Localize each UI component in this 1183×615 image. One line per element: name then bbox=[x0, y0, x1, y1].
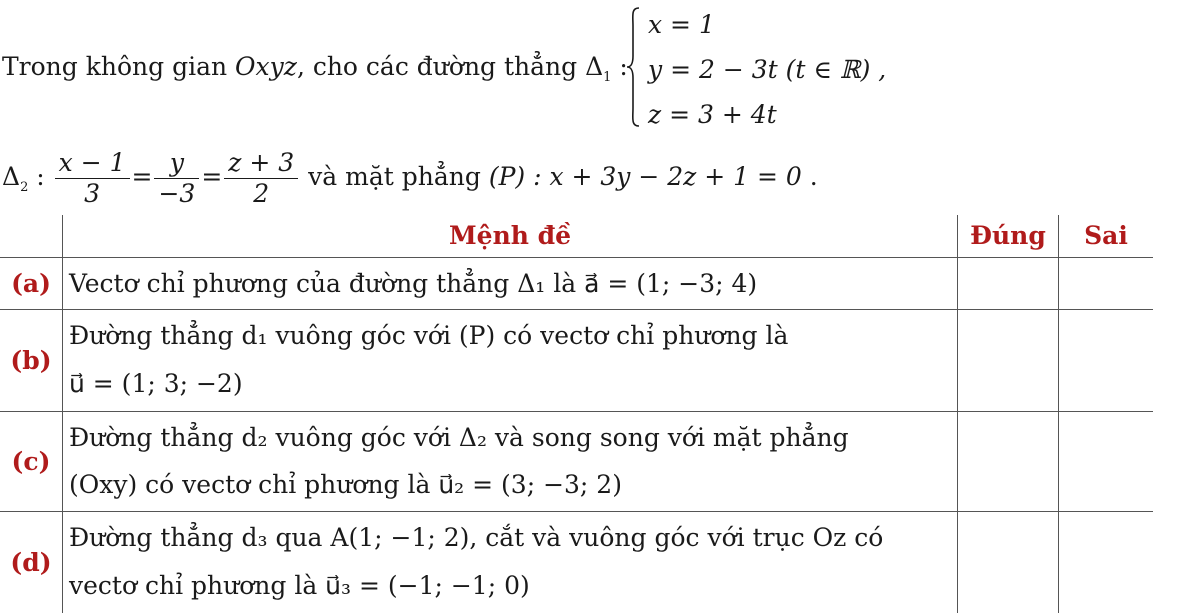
intro-suffix: , cho các đường thẳng bbox=[296, 52, 586, 81]
delta2-symbol: Δ bbox=[2, 162, 21, 191]
fraction-x bbox=[55, 148, 130, 209]
row-label: (b) bbox=[0, 309, 63, 411]
row-label: (a) bbox=[0, 257, 63, 309]
false-answer-cell[interactable] bbox=[1059, 309, 1154, 411]
intro-line-2: $\Delta_2$ : $\frac{x - 1}{3}$ = $\frac{y}{-3}$ = $\frac{z + 3}{2}$ và mặt phẳng (P) : x + 3y − 2z + 1 = 0 . bbox=[2, 148, 818, 208]
statement-line-1: Vectơ chỉ phương của đường thẳng Δ₁ là a⃗ = (1; −3; 4) bbox=[69, 268, 758, 298]
fraction-z bbox=[224, 148, 298, 209]
header-true: Đúng bbox=[958, 215, 1059, 257]
fraction-x-denominator: 3 bbox=[84, 179, 101, 208]
row-statement bbox=[63, 257, 958, 309]
fraction-x-numerator: x − 1 bbox=[55, 148, 130, 179]
intro-end: . bbox=[801, 162, 818, 191]
table-row bbox=[0, 257, 1153, 309]
statements-table bbox=[0, 215, 1153, 613]
plane-text: và mặt phẳng bbox=[308, 162, 489, 191]
row-label: (d) bbox=[0, 511, 63, 613]
row-label: (c) bbox=[0, 411, 63, 511]
intro-line-1 bbox=[2, 52, 628, 85]
row-statement bbox=[63, 411, 958, 511]
delta2-colon: : bbox=[28, 162, 45, 191]
true-answer-cell[interactable] bbox=[958, 257, 1059, 309]
statement-line-2: u⃗ = (1; 3; −2) bbox=[69, 369, 243, 398]
space-name: Oxyz bbox=[235, 52, 297, 81]
row-statement bbox=[63, 511, 958, 613]
delta1-symbol: Δ bbox=[585, 52, 604, 81]
false-answer-cell[interactable] bbox=[1059, 257, 1154, 309]
statement-line-1: Đường thẳng d₁ vuông góc với (P) có vectơ chỉ phương là bbox=[69, 321, 789, 350]
statement-line-2: vectơ chỉ phương là u⃗₃ = (−1; −1; 0) bbox=[69, 571, 530, 601]
system-line-x: x = 1 bbox=[648, 10, 715, 39]
fraction-y-denominator: −3 bbox=[158, 179, 196, 208]
fraction-z-denominator: 2 bbox=[253, 179, 270, 208]
statement-line-2: (Oxy) có vectơ chỉ phương là u⃗₂ = (3; −3; 2) bbox=[69, 470, 622, 499]
left-brace-icon bbox=[625, 6, 641, 128]
row-statement bbox=[63, 309, 958, 411]
statement-line-1: Đường thẳng d₃ qua A(1; −1; 2), cắt và vuông góc với trục Oz có bbox=[69, 523, 884, 553]
table-row bbox=[0, 511, 1153, 613]
intro-prefix: Trong không gian bbox=[2, 52, 236, 81]
delta1-colon: : bbox=[611, 52, 628, 81]
true-answer-cell[interactable] bbox=[958, 309, 1059, 411]
delta2-subscript: 2 bbox=[20, 180, 29, 195]
fraction-z-numerator: z + 3 bbox=[224, 148, 298, 179]
fraction-y bbox=[154, 148, 199, 209]
system-line-z: z = 3 + 4t bbox=[648, 100, 777, 129]
header-label-cell bbox=[0, 215, 63, 257]
statement-line-1: Đường thẳng d₂ vuông góc với Δ₂ và song song với mặt phẳng bbox=[69, 423, 849, 452]
false-answer-cell[interactable] bbox=[1059, 511, 1154, 613]
delta1-subscript: 1 bbox=[603, 70, 612, 85]
header-false: Sai bbox=[1059, 215, 1154, 257]
table-row bbox=[0, 309, 1153, 411]
true-answer-cell[interactable] bbox=[958, 511, 1059, 613]
plane-equation: (P) : x + 3y − 2z + 1 = 0 bbox=[488, 162, 802, 191]
system-line-y: y = 2 − 3t (t ∈ ℝ) , bbox=[648, 55, 887, 84]
header-statement: Mệnh đề bbox=[63, 215, 958, 257]
true-answer-cell[interactable] bbox=[958, 411, 1059, 511]
false-answer-cell[interactable] bbox=[1059, 411, 1154, 511]
table-header-row bbox=[0, 215, 1153, 257]
fraction-y-numerator: y bbox=[154, 148, 199, 179]
table-row bbox=[0, 411, 1153, 511]
